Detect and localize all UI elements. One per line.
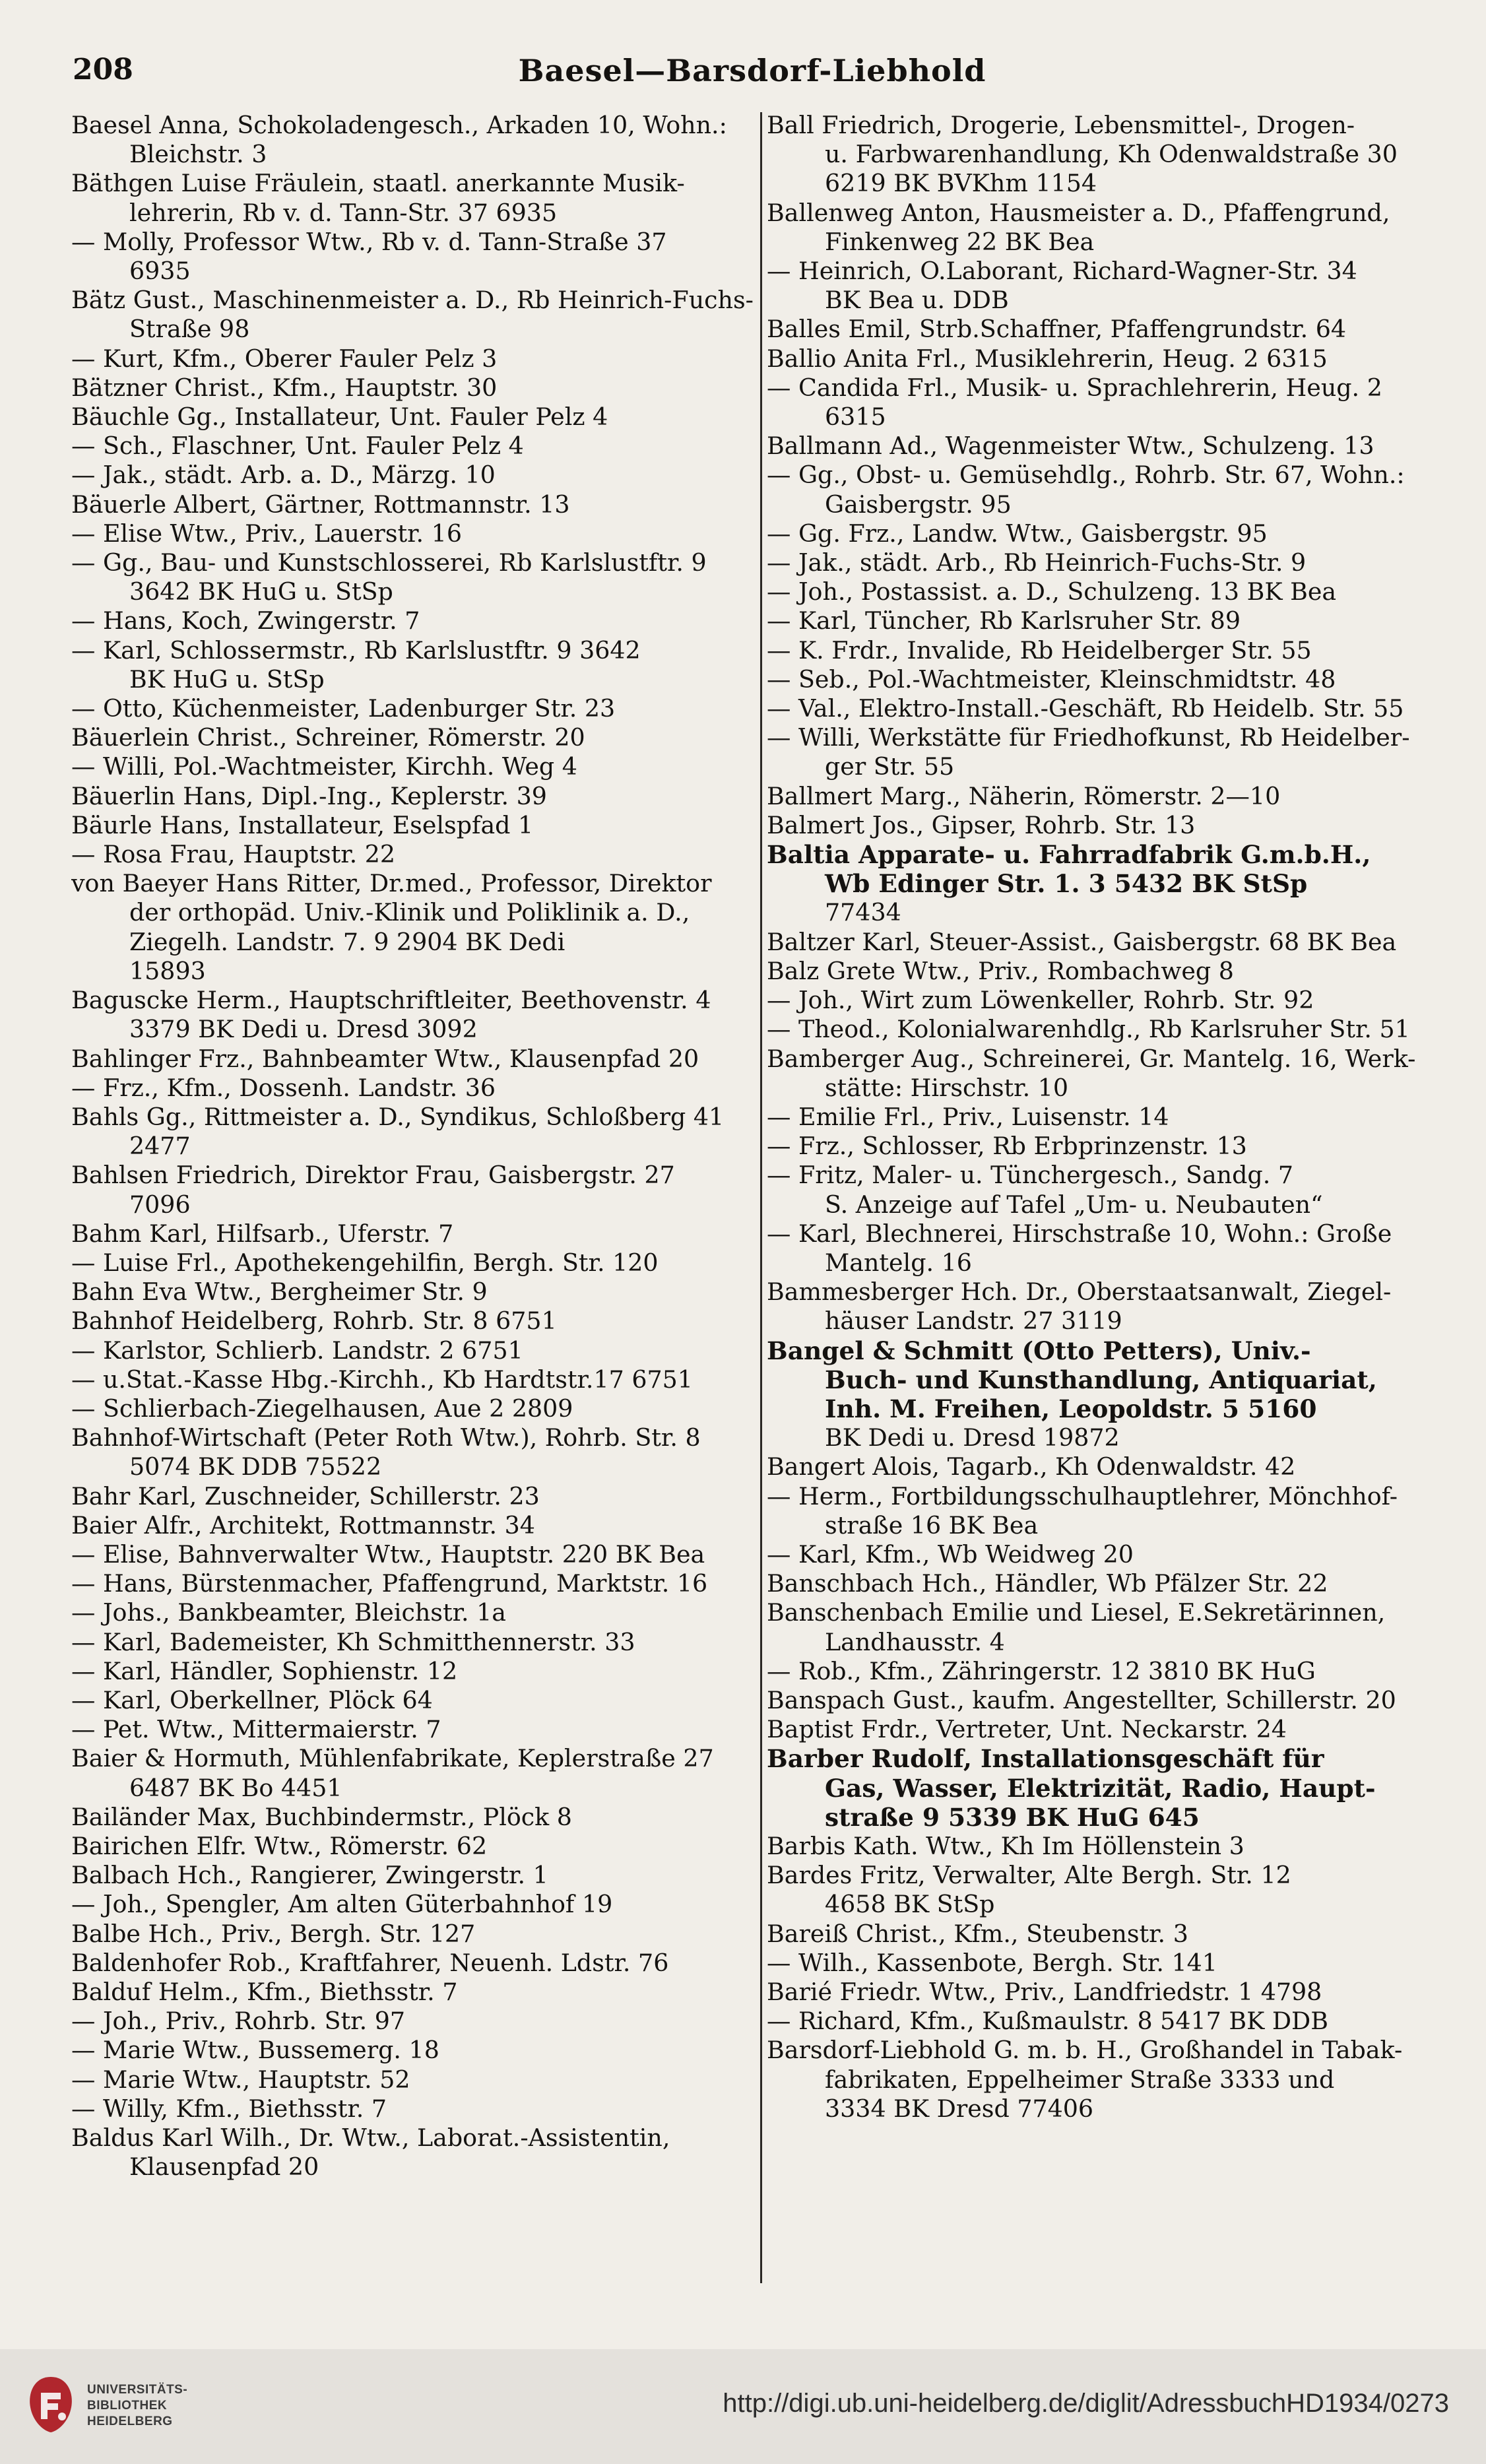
directory-entry-line: BK Bea u. DDB <box>825 286 1009 315</box>
directory-entry-line: Banschbach Hch., Händler, Wb Pfälzer Str. 22 <box>767 1569 1328 1598</box>
directory-entry-line: — Frz., Schlosser, Rb Erbprinzenstr. 13 <box>767 1132 1247 1161</box>
directory-entry-line: 77434 <box>825 898 901 927</box>
directory-entry-line: 6315 <box>825 403 886 432</box>
directory-entry-line: Ballmert Marg., Näherin, Römerstr. 2—10 <box>767 781 1281 810</box>
directory-entry-line: — Otto, Küchenmeister, Ladenburger Str. 23 <box>71 694 616 723</box>
directory-entry-line: Ballmann Ad., Wagenmeister Wtw., Schulzeng. 13 <box>767 432 1374 461</box>
directory-entry-line: — Richard, Kfm., Kußmaulstr. 8 5417 BK DDB <box>767 2007 1328 2036</box>
directory-entry-line: — Rosa Frau, Hauptstr. 22 <box>71 840 396 869</box>
directory-entry-line: — Karlstor, Schlierb. Landstr. 2 6751 <box>71 1336 523 1365</box>
directory-entry-line: — Seb., Pol.-Wachtmeister, Kleinschmidtstr. 48 <box>767 665 1336 694</box>
directory-entry-line: 3642 BK HuG u. StSp <box>129 577 393 606</box>
directory-entry-line: S. Anzeige auf Tafel „Um- u. Neubauten“ <box>825 1190 1323 1219</box>
directory-entry-line: BK Dedi u. Dresd 19872 <box>825 1423 1120 1452</box>
library-line-2: BIBLIOTHEK <box>87 2399 168 2413</box>
directory-entry-line: Baier & Hormuth, Mühlenfabrikate, Keplerstraße 27 <box>71 1744 714 1773</box>
directory-entry-line: Finkenweg 22 BK Bea <box>825 227 1095 256</box>
directory-entry-line: Bätzner Christ., Kfm., Hauptstr. 30 <box>71 373 498 402</box>
directory-entry-line: Bahlinger Frz., Bahnbeamter Wtw., Klausenpfad 20 <box>71 1044 699 1073</box>
directory-entry-line: Bamberger Aug., Schreinerei, Gr. Mantelg. 16, Werk- <box>767 1044 1416 1073</box>
directory-entry-line: Ballio Anita Frl., Musiklehrerin, Heug. 2 6315 <box>767 344 1328 373</box>
directory-entry-line: BK HuG u. StSp <box>129 665 325 694</box>
directory-entry-line: lehrerin, Rb v. d. Tann-Str. 37 6935 <box>129 198 558 227</box>
directory-entry-line: Bäuerle Albert, Gärtner, Rottmannstr. 13 <box>71 490 570 519</box>
directory-entry-line: Baptist Frdr., Vertreter, Unt. Neckarstr. 24 <box>767 1715 1287 1744</box>
directory-entry-line: — Hans, Bürstenmacher, Pfaffengrund, Marktstr. 16 <box>71 1569 708 1598</box>
directory-entry-line: stätte: Hirschstr. 10 <box>825 1073 1069 1102</box>
directory-entry-line: 3379 BK Dedi u. Dresd 3092 <box>129 1015 478 1044</box>
directory-entry-line: — Karl, Schlossermstr., Rb Karlslustftr. 9 3642 <box>71 635 641 665</box>
directory-entry-line: Bangert Alois, Tagarb., Kh Odenwaldstr. 42 <box>767 1452 1296 1481</box>
directory-entry-line: Wb Edinger Str. 1. 3 5432 BK StSp <box>825 869 1308 899</box>
directory-entry-line: — Johs., Bankbeamter, Bleichstr. 1a <box>71 1598 506 1627</box>
directory-entry-line: — Karl, Blechnerei, Hirschstraße 10, Wohn.: Große <box>767 1219 1392 1248</box>
directory-entry-line: Bahn Eva Wtw., Bergheimer Str. 9 <box>71 1278 488 1307</box>
directory-entry-line: — Gg. Frz., Landw. Wtw., Gaisbergstr. 95 <box>767 519 1268 548</box>
directory-entry-line: Bammesberger Hch. Dr., Oberstaatsanwalt, Ziegel- <box>767 1278 1392 1307</box>
directory-entry-line: Bäurle Hans, Installateur, Eselspfad 1 <box>71 810 534 839</box>
directory-entry-line: — Gg., Obst- u. Gemüsehdlg., Rohrb. Str. 67, Wohn.: <box>767 461 1405 490</box>
directory-entry-line: Baesel Anna, Schokoladengesch., Arkaden 10, Wohn.: <box>71 111 727 139</box>
directory-entry-line: — Willy, Kfm., Biethsstr. 7 <box>71 2094 387 2123</box>
directory-entry-line: Gaisbergstr. 95 <box>825 490 1012 519</box>
directory-entry-line: Balmert Jos., Gipser, Rohrb. Str. 13 <box>767 810 1196 839</box>
directory-entry-line: — Sch., Flaschner, Unt. Fauler Pelz 4 <box>71 432 524 461</box>
directory-entry-line: Bätz Gust., Maschinenmeister a. D., Rb Heinrich-Fuchs- <box>71 286 754 315</box>
directory-entry-line: — Jak., städt. Arb. a. D., Märzg. 10 <box>71 461 496 490</box>
directory-entry-line: — Karl, Kfm., Wb Weidweg 20 <box>767 1540 1134 1569</box>
directory-entry-line: — Elise, Bahnverwalter Wtw., Hauptstr. 220 BK Bea <box>71 1540 705 1569</box>
running-head: Baesel—Barsdorf-Liebhold <box>518 53 986 88</box>
directory-entry-line: — K. Frdr., Invalide, Rb Heidelberger Str. 55 <box>767 635 1312 665</box>
directory-entry-line: 6487 BK Bo 4451 <box>129 1773 342 1802</box>
directory-entry-line: — Willi, Werkstätte für Friedhofkunst, Rb Heidelber- <box>767 723 1410 752</box>
directory-entry-line: — Heinrich, O.Laborant, Richard-Wagner-Str. 34 <box>767 257 1357 286</box>
directory-entry-line: — Fritz, Maler- u. Tünchergesch., Sandg. 7 <box>767 1161 1293 1190</box>
library-name <box>87 2382 187 2430</box>
directory-entry-line: von Baeyer Hans Ritter, Dr.med., Professor, Direktor <box>71 869 712 898</box>
directory-entry-line: — Jak., städt. Arb., Rb Heinrich-Fuchs-Str. 9 <box>767 548 1307 577</box>
directory-entry-line: Gas, Wasser, Elektrizität, Radio, Haupt- <box>825 1773 1376 1803</box>
footer-bar <box>0 2349 1486 2464</box>
library-logo-icon <box>21 2373 81 2436</box>
directory-entry-line: Klausenpfad 20 <box>129 2153 319 2182</box>
directory-entry-line: Bleichstr. 3 <box>129 140 267 169</box>
directory-entry-line: 3334 BK Dresd 77406 <box>825 2094 1094 2123</box>
directory-entry-line: straße 9 5339 BK HuG 645 <box>825 1802 1200 1832</box>
right-column <box>767 111 1435 2124</box>
directory-entry-line: Ball Friedrich, Drogerie, Lebensmittel-, Drogen- <box>767 111 1355 139</box>
directory-entry-line: Bangel & Schmitt (Otto Petters), Univ.- <box>767 1336 1311 1365</box>
directory-entry-line: Banschenbach Emilie und Liesel, E.Sekretärinnen, <box>767 1598 1386 1627</box>
directory-entry-line: Bäuchle Gg., Installateur, Unt. Fauler Pelz 4 <box>71 403 608 432</box>
directory-entry-line: 6935 <box>129 257 191 286</box>
directory-entry-line: straße 16 BK Bea <box>825 1510 1039 1540</box>
column-divider <box>760 112 762 2283</box>
page-header <box>73 53 1432 99</box>
directory-entry-line: — Candida Frl., Musik- u. Sprachlehrerin, Heug. 2 <box>767 373 1382 402</box>
directory-entry-line: Baldenhofer Rob., Kraftfahrer, Neuenh. Ldstr. 76 <box>71 1948 669 1977</box>
directory-entry-line: Bareiß Christ., Kfm., Steubenstr. 3 <box>767 1919 1188 1948</box>
directory-entry-line: Bailänder Max, Buchbindermstr., Plöck 8 <box>71 1802 572 1831</box>
directory-entry-line: der orthopäd. Univ.-Klinik und Poliklinik a. D., <box>129 898 690 927</box>
directory-entry-line: Bäuerlein Christ., Schreiner, Römerstr. 20 <box>71 723 585 752</box>
directory-entry-line: — Pet. Wtw., Mittermaierstr. 7 <box>71 1715 441 1744</box>
left-column <box>71 111 758 2182</box>
directory-entry-line: — Wilh., Kassenbote, Bergh. Str. 141 <box>767 1948 1217 1977</box>
directory-entry-line: ger Str. 55 <box>825 752 955 781</box>
directory-entry-line: Barber Rudolf, Installationsgeschäft für <box>767 1744 1324 1774</box>
directory-entry-line: Balz Grete Wtw., Priv., Rombachweg 8 <box>767 956 1234 985</box>
directory-entry-line: Bäthgen Luise Fräulein, staatl. anerkannte Musik- <box>71 169 685 198</box>
directory-entry-line: — Gg., Bau- und Kunstschlosserei, Rb Karlslustftr. 9 <box>71 548 707 577</box>
directory-entry-line: — Elise Wtw., Priv., Lauerstr. 16 <box>71 519 462 548</box>
directory-entry-line: Ballenweg Anton, Hausmeister a. D., Pfaffengrund, <box>767 198 1390 227</box>
directory-entry-line: — Frz., Kfm., Dossenh. Landstr. 36 <box>71 1073 496 1102</box>
directory-entry-line: Baguscke Herm., Hauptschriftleiter, Beethovenstr. 4 <box>71 986 711 1015</box>
directory-entry-line: Baltia Apparate- u. Fahrradfabrik G.m.b.H., <box>767 840 1371 870</box>
directory-entry-line: — Joh., Spengler, Am alten Güterbahnhof 19 <box>71 1890 613 1919</box>
directory-entry-line: — Molly, Professor Wtw., Rb v. d. Tann-Straße 37 <box>71 227 667 256</box>
directory-entry-line: — Schlierbach-Ziegelhausen, Aue 2 2809 <box>71 1394 573 1423</box>
directory-entry-line: — Joh., Wirt zum Löwenkeller, Rohrb. Str. 92 <box>767 986 1314 1015</box>
directory-entry-line: Baldus Karl Wilh., Dr. Wtw., Laborat.-Assistentin, <box>71 2124 670 2153</box>
directory-entry-line: Baier Alfr., Architekt, Rottmannstr. 34 <box>71 1510 535 1540</box>
directory-entry-line: fabrikaten, Eppelheimer Straße 3333 und <box>825 2065 1335 2094</box>
directory-entry-line: — Joh., Priv., Rohrb. Str. 97 <box>71 2007 406 2036</box>
directory-entry-line: — Karl, Bademeister, Kh Schmitthennerstr. 33 <box>71 1627 635 1656</box>
directory-entry-line: 5074 BK DDB 75522 <box>129 1452 382 1481</box>
library-line-1: UNIVERSITÄTS- <box>87 2383 188 2397</box>
directory-entry-line: Barié Friedr. Wtw., Priv., Landfriedstr. 1 4798 <box>767 1978 1322 2006</box>
directory-entry-line: Barsdorf-Liebhold G. m. b. H., Großhandel in Tabak- <box>767 2036 1403 2065</box>
directory-entry-line: Bahnhof Heidelberg, Rohrb. Str. 8 6751 <box>71 1307 557 1336</box>
directory-entry-line: Baltzer Karl, Steuer-Assist., Gaisbergstr. 68 BK Bea <box>767 927 1397 956</box>
directory-entry-line: — Karl, Händler, Sophienstr. 12 <box>71 1656 458 1685</box>
directory-entry-line: 4658 BK StSp <box>825 1890 995 1919</box>
directory-entry-line: Mantelg. 16 <box>825 1248 972 1277</box>
directory-entry-line: 15893 <box>129 956 206 985</box>
directory-entry-line: häuser Landstr. 27 3119 <box>825 1307 1122 1336</box>
directory-entry-line: — Marie Wtw., Hauptstr. 52 <box>71 2065 410 2094</box>
directory-entry-line: Landhausstr. 4 <box>825 1627 1005 1656</box>
directory-entry-line: Bahr Karl, Zuschneider, Schillerstr. 23 <box>71 1481 540 1510</box>
directory-entry-line: 2477 <box>129 1132 191 1161</box>
directory-entry-line: — Marie Wtw., Bussemerg. 18 <box>71 2036 439 2065</box>
directory-entry-line: — Luise Frl., Apothekengehilfin, Bergh. Str. 120 <box>71 1248 659 1277</box>
directory-entry-line: Bahls Gg., Rittmeister a. D., Syndikus, Schloßberg 41 <box>71 1102 725 1131</box>
directory-entry-line: — Kurt, Kfm., Oberer Fauler Pelz 3 <box>71 344 498 373</box>
directory-entry-line: — Herm., Fortbildungsschulhauptlehrer, Mönchhof- <box>767 1481 1398 1510</box>
directory-entry-line: 7096 <box>129 1190 191 1219</box>
library-line-3: HEIDELBERG <box>87 2415 173 2428</box>
directory-entry-line: — Willi, Pol.-Wachtmeister, Kirchh. Weg 4 <box>71 752 577 781</box>
directory-entry-line: — Rob., Kfm., Zähringerstr. 12 3810 BK HuG <box>767 1656 1316 1685</box>
directory-entry-line: Buch- und Kunsthandlung, Antiquariat, <box>825 1365 1377 1394</box>
directory-entry-line: — Val., Elektro-Install.-Geschäft, Rb Heidelb. Str. 55 <box>767 694 1404 723</box>
directory-entry-line: Bairichen Elfr. Wtw., Römerstr. 62 <box>71 1831 488 1860</box>
directory-entry-line: u. Farbwarenhandlung, Kh Odenwaldstraße 30 <box>825 140 1398 169</box>
directory-entry-line: Balduf Helm., Kfm., Biethsstr. 7 <box>71 1978 458 2006</box>
directory-entry-line: Ziegelh. Landstr. 7. 9 2904 BK Dedi <box>129 927 565 956</box>
directory-entry-line: — Hans, Koch, Zwingerstr. 7 <box>71 606 420 635</box>
directory-entry-line: — Joh., Postassist. a. D., Schulzeng. 13 BK Bea <box>767 577 1337 606</box>
directory-entry-line: — Karl, Oberkellner, Plöck 64 <box>71 1685 433 1714</box>
directory-entry-line: Inh. M. Freihen, Leopoldstr. 5 5160 <box>825 1394 1317 1423</box>
directory-entry-line: Balles Emil, Strb.Schaffner, Pfaffengrundstr. 64 <box>767 315 1347 344</box>
directory-entry-line: — Karl, Tüncher, Rb Karlsruher Str. 89 <box>767 606 1241 635</box>
directory-entry-line: Bahnhof-Wirtschaft (Peter Roth Wtw.), Rohrb. Str. 8 <box>71 1423 701 1452</box>
directory-entry-line: Balbe Hch., Priv., Bergh. Str. 127 <box>71 1919 476 1948</box>
source-url-link[interactable]: http://digi.ub.uni-heidelberg.de/diglit/AdressbuchHD1934/0273 <box>723 2389 1449 2418</box>
directory-entry-line: Bahlsen Friedrich, Direktor Frau, Gaisbergstr. 27 <box>71 1161 675 1190</box>
directory-entry-line: Bardes Fritz, Verwalter, Alte Bergh. Str. 12 <box>767 1861 1291 1890</box>
directory-entry-line: Straße 98 <box>129 315 250 344</box>
directory-entry-line: — Emilie Frl., Priv., Luisenstr. 14 <box>767 1102 1169 1131</box>
directory-entry-line: — Theod., Kolonialwarenhdlg., Rb Karlsruher Str. 51 <box>767 1015 1410 1044</box>
directory-entry-line: Bäuerlin Hans, Dipl.-Ing., Keplerstr. 39 <box>71 781 547 810</box>
directory-entry-line: — u.Stat.-Kasse Hbg.-Kirchh., Kb Hardtstr.17 6751 <box>71 1365 693 1394</box>
directory-entry-line: Bahm Karl, Hilfsarb., Uferstr. 7 <box>71 1219 454 1248</box>
directory-entry-line: 6219 BK BVKhm 1154 <box>825 169 1097 198</box>
directory-entry-line: Banspach Gust., kaufm. Angestellter, Schillerstr. 20 <box>767 1685 1396 1714</box>
directory-entry-line: Balbach Hch., Rangierer, Zwingerstr. 1 <box>71 1861 548 1890</box>
directory-entry-line: Barbis Kath. Wtw., Kh Im Höllenstein 3 <box>767 1831 1244 1860</box>
page-number: 208 <box>73 53 133 86</box>
